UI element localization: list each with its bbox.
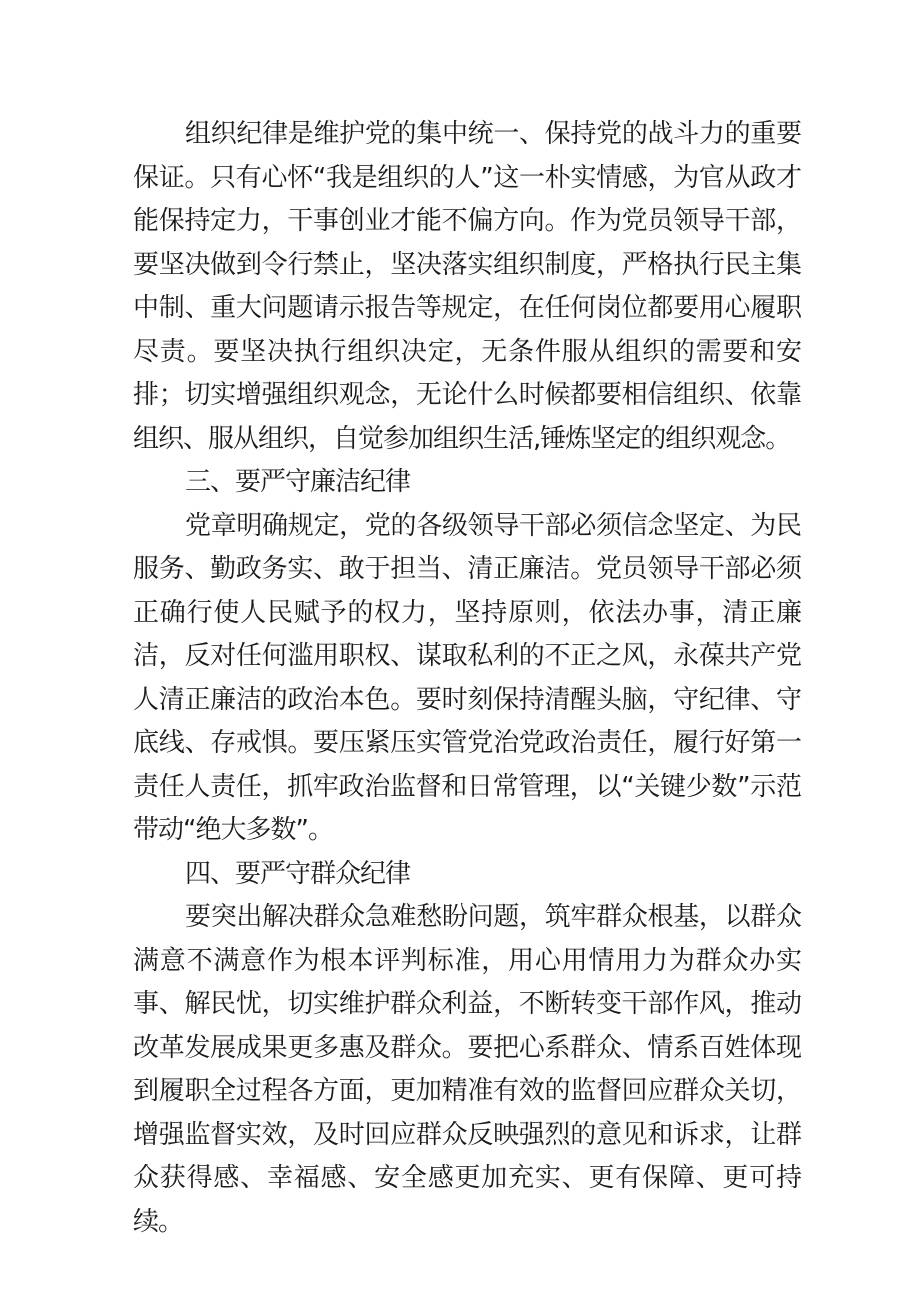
section-heading-masses: 四、要严守群众纪律 <box>185 858 411 889</box>
section-heading-integrity: 三、要严守廉洁纪律 <box>185 467 411 497</box>
paragraph-masses-discipline: 要突出解决群众急难愁盼问题，筑牢群众根基，以群众满意不满意作为根本评判标准，用心用情用力为群众办实事、解民忧，切实维护群众利益，不断转变干部作风，推动改革发展成果更多惠及群众。要把心系群众、情系百姓体现到履职全过程各方面，更加精准有效的监督回应群众关切，增强监督实效，及时回应群众反映强烈的意见和诉求，让群众获得感、幸福感、安全感更加充实、更有保障、更可持续。 <box>133 902 801 1237</box>
paragraph-organization-discipline: 组织纪律是维护党的集中统一、保持党的战斗力的重要保证。只有心怀“我是组织的人”这一朴实情感，为官从政才能保持定力，干事创业才能不偏方向。作为党员领导干部，要坚决做到令行禁止，坚决落实组织制度，严格执行民主集中制、重大问题请示报告等规定，在任何岗位都要用心履职尽责。要坚决执行组织决定，无条件服从组织的需要和安排；切实增强组织观念，无论什么时候都要相信组织、依靠组织、服从组织，自觉参加组织生活,锤炼坚定的组织观念。 <box>133 119 801 454</box>
paragraph-integrity-discipline: 党章明确规定，党的各级领导干部必须信念坚定、为民服务、勤政务实、敢于担当、清正廉洁。党员领导干部必须正确行使人民赋予的权力，坚持原则，依法办事，清正廉洁，反对任何滥用职权、谋取私利的不正之风，永葆共产党人清正廉洁的政治本色。要时刻保持清醒头脑，守纪律、守底线、存戒惧。要压紧压实管党治党政治责任，履行好第一责任人责任，抓牢政治监督和日常管理，以“关键少数”示范带动“绝大多数”。 <box>133 510 801 845</box>
document-body <box>133 113 801 1244</box>
